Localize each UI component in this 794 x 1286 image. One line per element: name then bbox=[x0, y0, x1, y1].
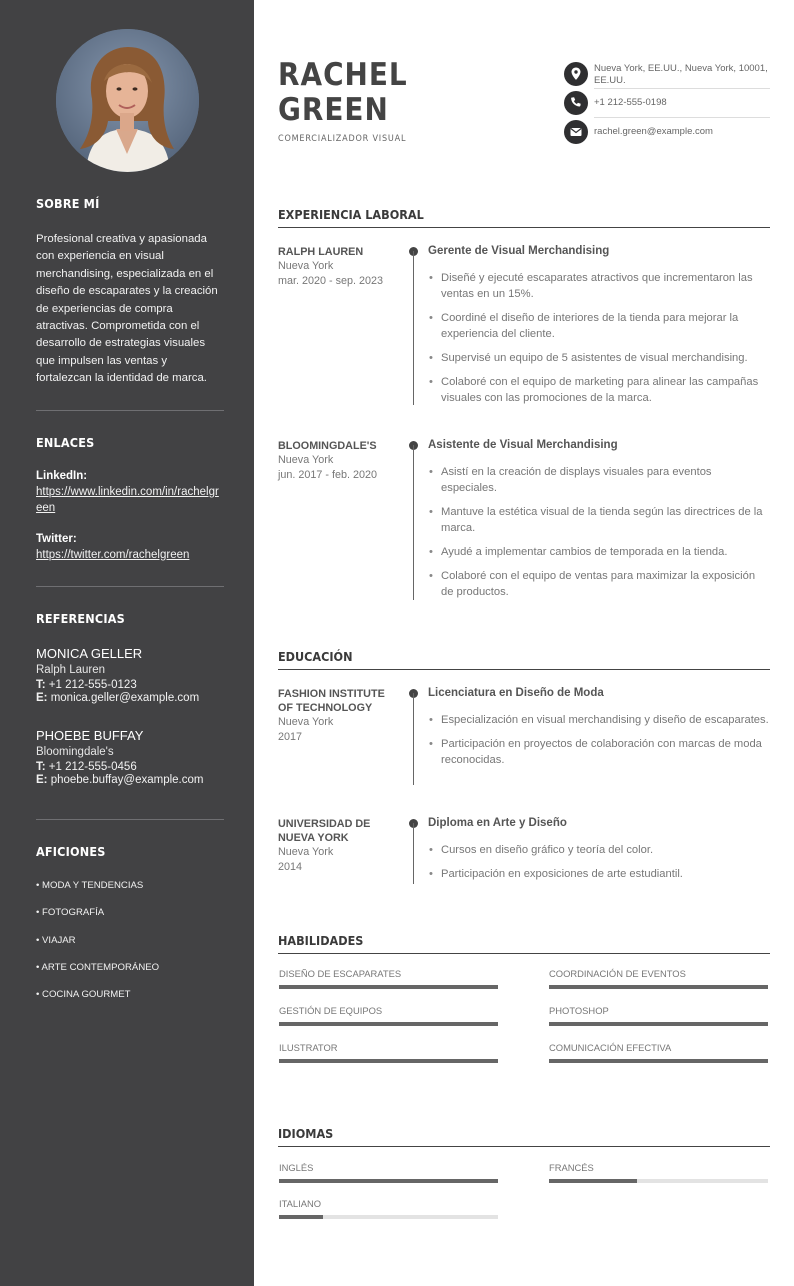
skills-heading: HABILIDADES bbox=[278, 933, 364, 948]
phone-label: T: bbox=[36, 761, 46, 773]
skill-item bbox=[548, 1042, 768, 1053]
avatar bbox=[56, 29, 199, 172]
list-item: • Participación en exposiciones de arte estudiantil. bbox=[428, 866, 770, 882]
org-dates: jun. 2017 - feb. 2020 bbox=[278, 468, 378, 481]
org-location: Nueva York bbox=[278, 260, 334, 272]
list-item: • Ayudé a implementar cambios de temporada en la tienda. bbox=[428, 544, 770, 560]
twitter-link[interactable]: https://twitter.com/rachelgreen bbox=[36, 549, 190, 561]
level-bar-fill bbox=[549, 985, 768, 989]
link-linkedin bbox=[36, 470, 224, 516]
location-pin-icon bbox=[564, 62, 588, 86]
hobby-item: • FOTOGRAFÍA bbox=[36, 907, 105, 918]
skill-label: COMUNICACIÓN EFECTIVA bbox=[549, 1042, 672, 1053]
languages-heading: IDIOMAS bbox=[278, 1126, 334, 1141]
skill-label: ILUSTRATOR bbox=[279, 1042, 338, 1053]
divider bbox=[594, 117, 770, 118]
level-bar-fill bbox=[279, 1059, 498, 1063]
list-item: • Supervisé un equipo de 5 asistentes de visual merchandising. bbox=[428, 350, 770, 366]
reference-company: Ralph Lauren bbox=[36, 664, 106, 676]
list-item: • Diseñé y ejecuté escaparates atractivos que incrementaron las ventas en un 15%. bbox=[428, 270, 770, 302]
reference-item bbox=[36, 646, 226, 704]
reference-email: phoebe.buffay@example.com bbox=[50, 774, 204, 786]
section-rule bbox=[278, 227, 770, 228]
list-item: • Asistí en la creación de displays visuales para eventos especiales. bbox=[428, 464, 770, 496]
level-bar-track bbox=[549, 1059, 768, 1063]
level-bar-fill bbox=[549, 1022, 768, 1026]
bullet-list bbox=[428, 270, 770, 414]
job-title: COMERCIALIZADOR VISUAL bbox=[278, 134, 407, 144]
bullet-list bbox=[428, 464, 770, 608]
education-heading: EDUCACIÓN bbox=[278, 649, 353, 664]
phone-label: T: bbox=[36, 679, 46, 691]
experience-org bbox=[278, 439, 398, 482]
language-item bbox=[548, 1162, 768, 1173]
level-bar-track bbox=[549, 1022, 768, 1026]
experience-heading: EXPERIENCIA LABORAL bbox=[278, 207, 424, 222]
profile-photo bbox=[56, 29, 199, 172]
link-label: LinkedIn: bbox=[36, 470, 88, 482]
level-bar-fill bbox=[549, 1179, 637, 1183]
reference-company: Bloomingdale's bbox=[36, 746, 114, 758]
divider bbox=[36, 586, 224, 587]
role-title: Asistente de Visual Merchandising bbox=[428, 439, 618, 451]
list-item: • Mantuve la estética visual de la tienda según las directrices de la marca. bbox=[428, 504, 770, 536]
last-name: GREEN bbox=[278, 92, 389, 128]
skill-label: COORDINACIÓN DE EVENTOS bbox=[549, 968, 686, 979]
org-location: Nueva York bbox=[278, 454, 334, 466]
links-heading: ENLACES bbox=[36, 435, 95, 450]
language-item bbox=[278, 1162, 498, 1173]
skill-item bbox=[278, 1005, 498, 1016]
first-name: RACHEL bbox=[278, 57, 408, 93]
skill-item bbox=[548, 1005, 768, 1016]
org-name: FASHION INSTITUTE OF TECHNOLOGY bbox=[278, 688, 385, 714]
section-rule bbox=[278, 669, 770, 670]
hobby-item: • ARTE CONTEMPORÁNEO bbox=[36, 962, 160, 973]
section-rule bbox=[278, 953, 770, 954]
list-item: • Especialización en visual merchandising y diseño de escaparates. bbox=[428, 712, 770, 728]
page-title bbox=[278, 58, 408, 128]
language-label: ITALIANO bbox=[279, 1198, 322, 1209]
level-bar-fill bbox=[279, 1022, 498, 1026]
skill-item bbox=[278, 1042, 498, 1053]
org-dates: 2017 bbox=[278, 730, 303, 743]
language-label: INGLÉS bbox=[279, 1162, 314, 1173]
reference-name: MONICA GELLER bbox=[36, 646, 143, 661]
list-item: • Colaboré con el equipo de ventas para maximizar la exposición de productos. bbox=[428, 568, 770, 600]
level-bar-track bbox=[279, 1059, 498, 1063]
reference-phone: +1 212-555-0456 bbox=[48, 761, 137, 773]
level-bar-fill bbox=[549, 1059, 768, 1063]
org-name: UNIVERSIDAD DE NUEVA YORK bbox=[278, 818, 371, 844]
language-item bbox=[278, 1198, 498, 1209]
org-dates: 2014 bbox=[278, 860, 303, 873]
link-twitter bbox=[36, 533, 224, 563]
education-org bbox=[278, 817, 398, 874]
level-bar-fill bbox=[279, 1215, 323, 1219]
divider bbox=[594, 88, 770, 89]
link-label: Twitter: bbox=[36, 533, 77, 545]
skill-item bbox=[278, 968, 498, 979]
bullet-list bbox=[428, 842, 770, 890]
timeline-line bbox=[413, 251, 414, 405]
reference-name: PHOEBE BUFFAY bbox=[36, 728, 144, 743]
level-bar-track bbox=[279, 1022, 498, 1026]
hobby-item: • VIAJAR bbox=[36, 935, 76, 946]
language-label: FRANCÉS bbox=[549, 1162, 594, 1173]
role-title: Gerente de Visual Merchandising bbox=[428, 245, 610, 257]
about-heading: SOBRE MÍ bbox=[36, 196, 100, 211]
sidebar bbox=[0, 0, 254, 1286]
experience-org bbox=[278, 245, 398, 288]
list-item: • Participación en proyectos de colaboración con marcas de moda reconocidas. bbox=[428, 736, 770, 768]
org-location: Nueva York bbox=[278, 716, 334, 728]
org-name: BLOOMINGDALE'S bbox=[278, 440, 377, 452]
list-item: • Colaboré con el equipo de marketing para alinear las campañas visuales con las promociones de la marca. bbox=[428, 374, 770, 406]
level-bar-track bbox=[549, 1179, 768, 1183]
list-item: • Coordiné el diseño de interiores de la tienda para mejorar la experiencia del cliente. bbox=[428, 310, 770, 342]
hobbies-heading: AFICIONES bbox=[36, 844, 106, 859]
email-label: E: bbox=[36, 774, 48, 786]
main-content bbox=[254, 0, 794, 1286]
education-org bbox=[278, 687, 398, 744]
reference-email: monica.geller@example.com bbox=[50, 692, 200, 704]
level-bar-track bbox=[279, 985, 498, 989]
org-name: RALPH LAUREN bbox=[278, 246, 364, 258]
skill-label: GESTIÓN DE EQUIPOS bbox=[279, 1005, 383, 1016]
level-bar-track bbox=[279, 1215, 498, 1219]
contact-location-text: Nueva York, EE.UU., Nueva York, 10001, EE.UU. bbox=[594, 63, 768, 86]
section-rule bbox=[278, 1146, 770, 1147]
skill-item bbox=[548, 968, 768, 979]
reference-phone: +1 212-555-0123 bbox=[48, 679, 137, 691]
phone-icon bbox=[564, 91, 588, 115]
timeline-line bbox=[413, 445, 414, 600]
hobby-item: • COCINA GOURMET bbox=[36, 989, 131, 1000]
level-bar-fill bbox=[279, 985, 498, 989]
hobby-item: • MODA Y TENDENCIAS bbox=[36, 880, 144, 891]
divider bbox=[36, 819, 224, 820]
list-item: • Cursos en diseño gráfico y teoría del color. bbox=[428, 842, 770, 858]
contact-phone-text: +1 212-555-0198 bbox=[594, 97, 667, 108]
skill-label: DISEÑO DE ESCAPARATES bbox=[279, 968, 402, 979]
skill-label: PHOTOSHOP bbox=[549, 1005, 609, 1016]
timeline-line bbox=[413, 693, 414, 785]
degree-title: Diploma en Arte y Diseño bbox=[428, 817, 567, 829]
contact-email-text[interactable]: rachel.green@example.com bbox=[594, 126, 713, 137]
timeline-line bbox=[413, 823, 414, 884]
level-bar-fill bbox=[279, 1179, 498, 1183]
email-label: E: bbox=[36, 692, 48, 704]
about-text: Profesional creativa y apasionada con experiencia en visual merchandising, especializada en el diseño de escaparates y la creación de experiencias de compra atractivas. Comprometida con el desarrollo de estrategias visuales que impulsen las ventas y fortalezcan la identidad de marca. bbox=[36, 233, 218, 385]
org-location: Nueva York bbox=[278, 846, 334, 858]
reference-item bbox=[36, 728, 226, 786]
linkedin-link[interactable]: https://www.linkedin.com/in/rachelgreen bbox=[36, 486, 219, 514]
references-heading: REFERENCIAS bbox=[36, 611, 125, 626]
email-icon bbox=[564, 120, 588, 144]
divider bbox=[36, 410, 224, 411]
bullet-list bbox=[428, 712, 770, 776]
degree-title: Licenciatura en Diseño de Moda bbox=[428, 687, 604, 699]
level-bar-track bbox=[279, 1179, 498, 1183]
org-dates: mar. 2020 - sep. 2023 bbox=[278, 274, 384, 287]
level-bar-track bbox=[549, 985, 768, 989]
